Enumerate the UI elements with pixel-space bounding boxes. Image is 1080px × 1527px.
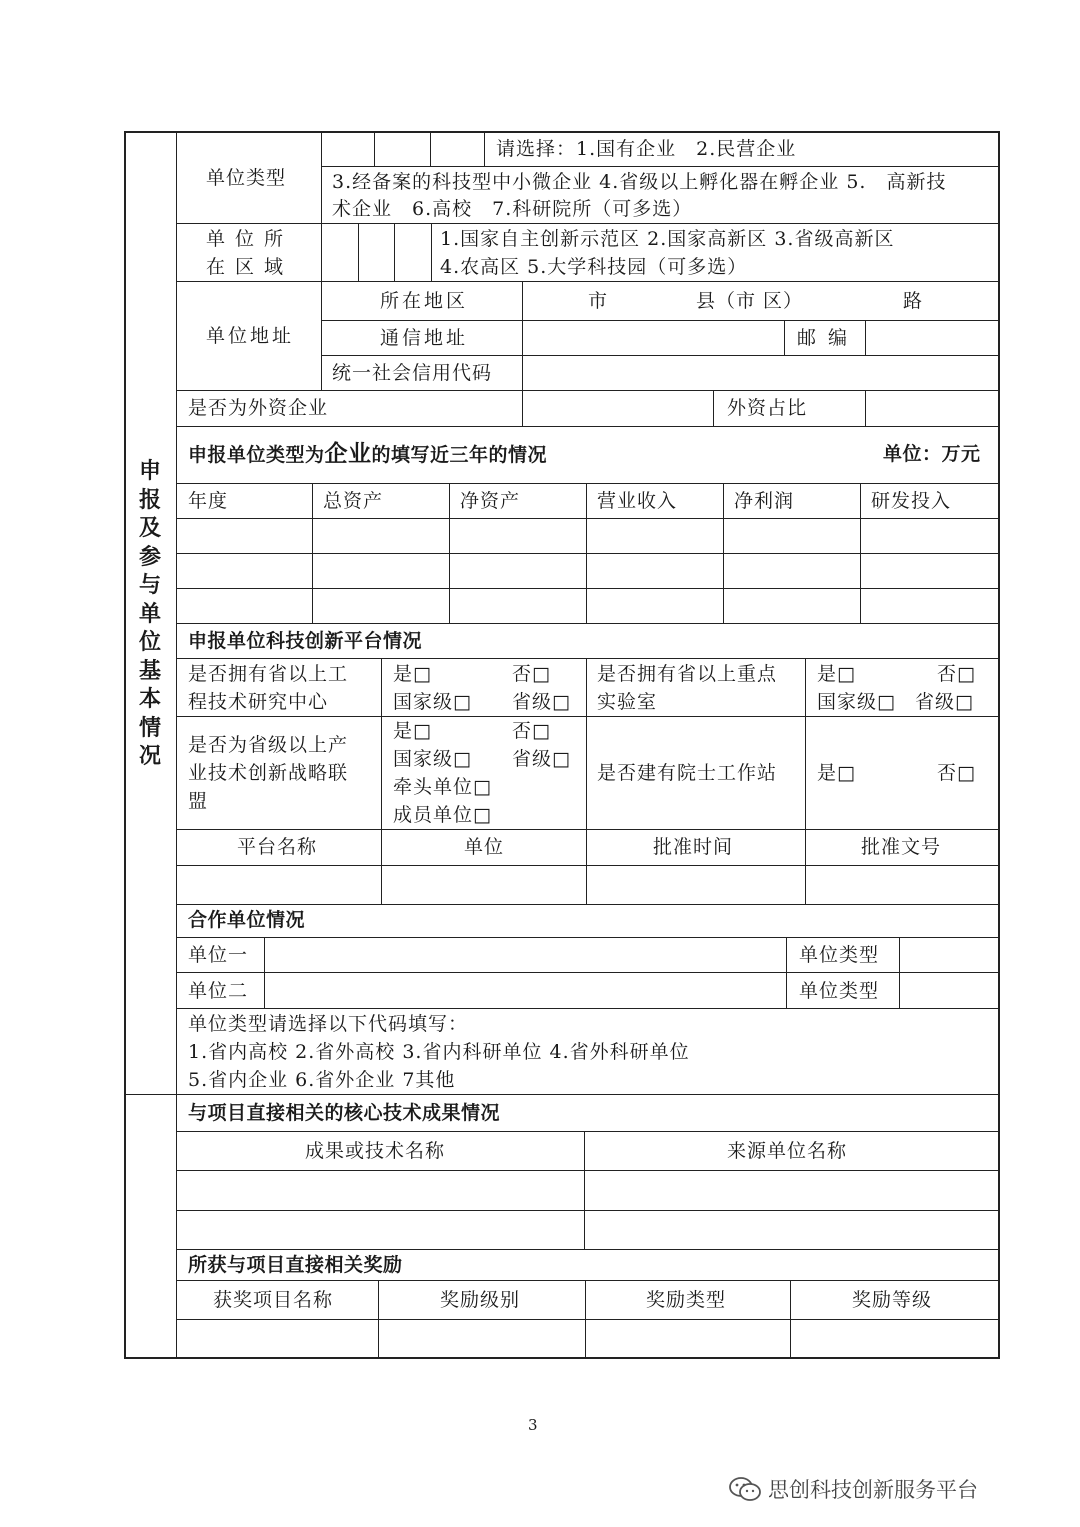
unit-type-options: 3.经备案的科技型中小微企业 4.省级以上孵化器在孵企业 5. 高新技 [332, 171, 947, 193]
side-section-label: 申报及参与单位基本情况 [138, 459, 161, 769]
key-lab-label: 是否拥有省以上重点 [597, 663, 778, 685]
platform-column-header: 批准文号 [861, 836, 942, 858]
enterprise-heading-pre: 申报单位类型为 [188, 444, 325, 466]
unit-type-label: 单位类型 [206, 167, 287, 189]
cooperation-note: 1.省内高校 2.省外高校 3.省内科研单位 4.省外科研单位 [188, 1041, 690, 1063]
cooperation-unit1-label: 单位一 [188, 944, 249, 966]
academician-no[interactable]: 否□ [937, 762, 976, 784]
enterprise-column-header: 研发投入 [871, 490, 952, 512]
cooperation-note: 单位类型请选择以下代码填写： [188, 1013, 469, 1035]
award-column-header: 奖励级别 [440, 1289, 521, 1311]
alliance-label: 是否为省级以上产 [188, 734, 349, 756]
region-box-divider [431, 223, 432, 281]
row-divider [176, 518, 1000, 519]
unit-address-label: 单位地址 [206, 325, 295, 347]
row-divider [176, 483, 1000, 484]
award-column-header: 奖励等级 [852, 1289, 933, 1311]
alliance-label: 盟 [188, 790, 209, 812]
cooperation-unit2-label: 单位二 [188, 980, 249, 1002]
unit-type-label-divider [321, 166, 322, 223]
foreign-ratio-label: 外资占比 [727, 397, 808, 419]
key-lab-provincial[interactable]: 省级□ [915, 691, 974, 713]
platform-column-header: 单位 [464, 836, 505, 858]
wechat-icon [728, 1476, 762, 1502]
address-label-divider [321, 281, 322, 390]
row-divider [176, 1210, 1000, 1211]
foreign-divider [865, 390, 866, 426]
unit-region-label: 在区域 [206, 256, 294, 278]
achievement-column-header: 成果或技术名称 [305, 1140, 446, 1162]
award-column-header: 奖励类型 [646, 1289, 727, 1311]
achievement-column-header: 来源单位名称 [727, 1140, 848, 1162]
foreign-enterprise-label: 是否为外资企业 [188, 397, 329, 419]
cooperation-unit2-type-label: 单位类型 [799, 980, 880, 1002]
platform-divider [381, 658, 382, 904]
eng-center-label: 程技术研究中心 [188, 691, 329, 713]
unit-type-box-divider [484, 131, 485, 166]
academician-label: 是否建有院士工作站 [597, 762, 778, 784]
alliance-national[interactable]: 国家级□ [393, 748, 472, 770]
row-divider [176, 390, 1000, 391]
region-box-divider [394, 223, 395, 281]
unit-type-box-divider [321, 131, 322, 166]
alliance-yes[interactable]: 是□ [393, 720, 432, 742]
enterprise-heading [188, 440, 547, 469]
row-divider [176, 865, 1000, 866]
platform-heading: 申报单位科技创新平台情况 [188, 630, 423, 652]
achievement-divider [584, 1131, 585, 1249]
platform-divider [586, 658, 587, 904]
region-label: 所在地区 [380, 290, 469, 312]
foreign-divider [713, 390, 714, 426]
row-divider [321, 355, 1000, 356]
platform-column-header: 平台名称 [237, 836, 318, 858]
county-label: 县（市 区） [696, 290, 804, 312]
enterprise-column-header: 净利润 [734, 490, 795, 512]
alliance-lead[interactable]: 牵头单位□ [393, 776, 492, 798]
city-label: 市 [588, 290, 609, 312]
unit-type-options: 术企业 6.高校 7.科研院所（可多选） [332, 198, 693, 220]
postcode-label: 邮 编 [797, 327, 851, 349]
cooperation-note: 5.省内企业 6.省外企业 7其他 [188, 1069, 456, 1091]
enterprise-unit: 单位：万元 [883, 443, 981, 465]
row-divider [176, 623, 1000, 624]
section-divider [124, 1094, 1000, 1095]
mail-address-label: 通信地址 [380, 327, 469, 349]
eng-center-national[interactable]: 国家级□ [393, 691, 472, 713]
unit-region-label: 单位所 [206, 228, 294, 250]
postcode-divider [784, 320, 785, 355]
road-label: 路 [903, 290, 924, 312]
unit-type-options: 请选择：1.国有企业 2.民营企业 [496, 138, 797, 160]
enterprise-column-header: 年度 [188, 490, 229, 512]
row-divider [176, 426, 1000, 427]
row-divider [176, 716, 1000, 717]
unit-type-box-divider [430, 131, 431, 166]
enterprise-heading-big: 企业 [324, 441, 372, 467]
enterprise-heading-post: 的填写近三年的情况 [371, 444, 548, 466]
eng-center-label: 是否拥有省以上工 [188, 663, 349, 685]
side-column-divider [176, 131, 177, 1359]
key-lab-yes[interactable]: 是□ [817, 663, 856, 685]
enterprise-column-header: 总资产 [323, 490, 384, 512]
cooperation-heading: 合作单位情况 [188, 909, 306, 931]
address-divider [522, 281, 523, 426]
page-number: 3 [528, 1416, 538, 1434]
row-divider [176, 972, 1000, 973]
row-divider [176, 1170, 1000, 1171]
key-lab-label: 实验室 [597, 691, 658, 713]
enterprise-column-header: 营业收入 [597, 490, 678, 512]
row-divider [176, 281, 1000, 282]
academician-yes[interactable]: 是□ [817, 762, 856, 784]
eng-center-no[interactable]: 否□ [512, 663, 551, 685]
row-divider [176, 829, 1000, 830]
eng-center-yes[interactable]: 是□ [393, 663, 432, 685]
eng-center-provincial[interactable]: 省级□ [512, 691, 571, 713]
enterprise-column-header: 净资产 [460, 490, 521, 512]
row-divider [176, 937, 1000, 938]
row-divider [176, 1131, 1000, 1132]
unit-region-options: 4.农高区 5.大学科技园（可多选） [440, 256, 748, 278]
alliance-no[interactable]: 否□ [512, 720, 551, 742]
credit-code-label: 统一社会信用代码 [332, 362, 493, 384]
alliance-provincial[interactable]: 省级□ [512, 748, 571, 770]
postcode-divider [865, 320, 866, 355]
row-divider [176, 1319, 1000, 1320]
achievements-heading: 与项目直接相关的核心技术成果情况 [188, 1102, 501, 1124]
key-lab-national[interactable]: 国家级□ [817, 691, 896, 713]
platform-column-header: 批准时间 [653, 836, 734, 858]
key-lab-no[interactable]: 否□ [937, 663, 976, 685]
row-divider [321, 320, 1000, 321]
award-column-header: 获奖项目名称 [213, 1289, 334, 1311]
cooperation-unit1-type-label: 单位类型 [799, 944, 880, 966]
alliance-label: 业技术创新战略联 [188, 762, 349, 784]
alliance-member[interactable]: 成员单位□ [393, 804, 492, 826]
watermark [728, 1474, 978, 1504]
row-divider [176, 588, 1000, 589]
unit-region-options: 1.国家自主创新示范区 2.国家高新区 3.省级高新区 [440, 228, 895, 250]
unit-type-box-divider [374, 131, 375, 166]
platform-divider [805, 658, 806, 904]
watermark-text: 思创科技创新服务平台 [768, 1478, 978, 1502]
region-box-divider [321, 223, 322, 281]
row-divider [176, 553, 1000, 554]
region-box-divider [358, 223, 359, 281]
row-divider [176, 1280, 1000, 1281]
awards-heading: 所获与项目直接相关奖励 [188, 1254, 403, 1276]
